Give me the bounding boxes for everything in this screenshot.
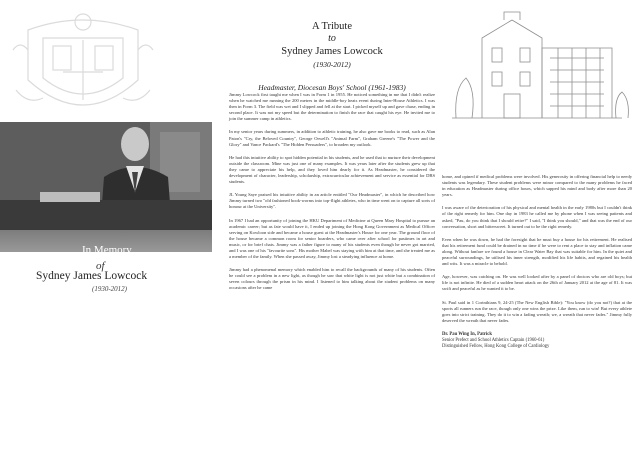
tribute-years: (1930-2012) [313,60,351,69]
paragraph: He had this intuitive ability to spot hidden potential in his students, and he used that to nurture their development outside the classroom. Mine was just one of many examples. It was years later after the students grew up that they came to appreciate his help, and they loved him dearly for it. As Headmaster, he considered the development of character, leadership, scholarship, extracurricular achievement and service as essential for DBS students. [229,154,435,185]
memory-years: (1930-2012) [92,285,127,293]
right-column-text [442,174,632,350]
paragraph: JL Young Saye praised his intuitive ability in an article entitled "Our Headmaster", in which he described how Jimmy turned two "old fashioned book-worms into top-flight athletes, who in time went on to capture all sorts of honour at the University". [229,192,435,210]
portrait-photo [0,122,212,230]
school-crest-watermark [8,10,158,130]
memory-of: of [96,260,105,272]
signature-line2: Distinguished Fellow, Hong Kong College of Cardiology [442,344,550,350]
tribute-subtitle: Headmaster, Diocesan Boys' School (1961-1983) [258,83,406,92]
tribute-header [229,20,435,92]
paragraph: Jimmy Lowcock first taught me when I was in Form 1 in 1955. He noticed something in me that I didn't realize when he watched me running the 200 metres in the middle-boy heats event during Inter-House Athletics. I was then in Form 3. The field was wet and I slipped and fell at the start. I picked myself up and gave chase, ending in second place. It was not my speed but the determination to finish the race that caught his eye. He invited me to join the summer camp in athletics. [229,92,435,122]
paragraph: I was aware of the deterioration of his physical and mental health in the early 1980s but I couldn't think of the right remedy for him. One day in 1983 he called me by phone when I was seeing patients and asked, "Pau, do you think that I should retire?" I said, "I think you should," and that was the end of our conversation, short and bittersweet. It turned out to be the right remedy. [442,205,632,229]
memory-name: Sydney James Lowcock [36,270,148,282]
paragraph: Even when he was down, he had the foresight that he must buy a house for his retirement. He realised that his retirement fund could be drained in no time if he were to rent a place to stay and inflation came along. Without fanfare we found a house in Clear Water Bay that was suitable for him. In the quiet and peaceful surroundings, he utilised his inner strength, modified his life habits, and regained his health and wits. It was a miracle to behold. [442,236,632,267]
paragraph: St. Paul said in 1 Corinthians 9, 24-25 (The New English Bible): "You know (do you not?) that at the sports all runners run the race, though only one wins the prize. Like them, run to win! But every athlete goes into strict training. They do it to win a fading wreath; we, a wreath that never fades." Jimmy fully deserved the wreath that never fades. [442,299,632,323]
tribute-title: A Tribute [312,21,352,32]
paragraph: In 1967 I had an opportunity of joining the HKU Department of Medicine at Queen Mary Hospital to pursue an academic career; but as fate would have it, I ended up joining the Hong Kong Government as Medical Officer serving on Kowloon side and became a house guest at the Headmaster's House for one year. The ground floor of the house became a common room for senior boarders, who came over after school for pastimes in art and music, or for brief chats. Jimmy was a father figure to many of his students even though he never got married, and I was one of his "favourite sons". His mother Mabel was staying with him at that time, and she treated me as a member of the family. When she passed away, Jimmy lost a steadying influence at home. [229,217,435,260]
portrait-illustration [0,122,212,230]
signature-block [442,332,632,351]
paragraph: home, and opined if medical problems were involved. His generosity in offering financial help to needy students was legendary. These student problems were minor compared to the many problems he faced in education as Headmaster during office hours, which sapped his mind and body after more than 20 years. [442,174,632,198]
paragraph: In my senior years during summers, in addition to athletic training, he also gave me books to read, such as Alan Paton's "Cry, the Beloved Country", George Orwell's "Animal Farm", Graham Greene's "The Power and the Glory" and Vance Packard's "The Hidden Persuaders", to broaden my outlook. [229,129,435,147]
tribute-name: Sydney James Lowcock [281,46,383,57]
signature-line1: Senior Prefect and School Athletics Captain (1960-61) [442,338,545,344]
signature-name: Dr. Pau Wing In, Patrick [442,331,492,337]
tribute-to: to [328,33,336,44]
school-building-sketch [442,8,632,128]
left-panel [0,0,212,452]
paragraph: Age, however, was catching on. He was well looked after by a panel of doctors who are old boys; but life is not infinite. He died of a sudden heart attack on the 26th of January 2012 at the age of 81. It was swift and peaceful as he wanted it to be. [442,274,632,292]
memory-heading: In Memory [82,244,132,256]
paragraph: Jimmy had a phenomenal memory which enabled him to recall the backgrounds of many of his students. Often he could see a problem in a new light, as though he saw that white light is not just white but a combination of seven colours through the prism in his mind. I listened to him talking about the student problems on many occasions after he came [229,267,435,291]
middle-column-text [229,92,435,299]
